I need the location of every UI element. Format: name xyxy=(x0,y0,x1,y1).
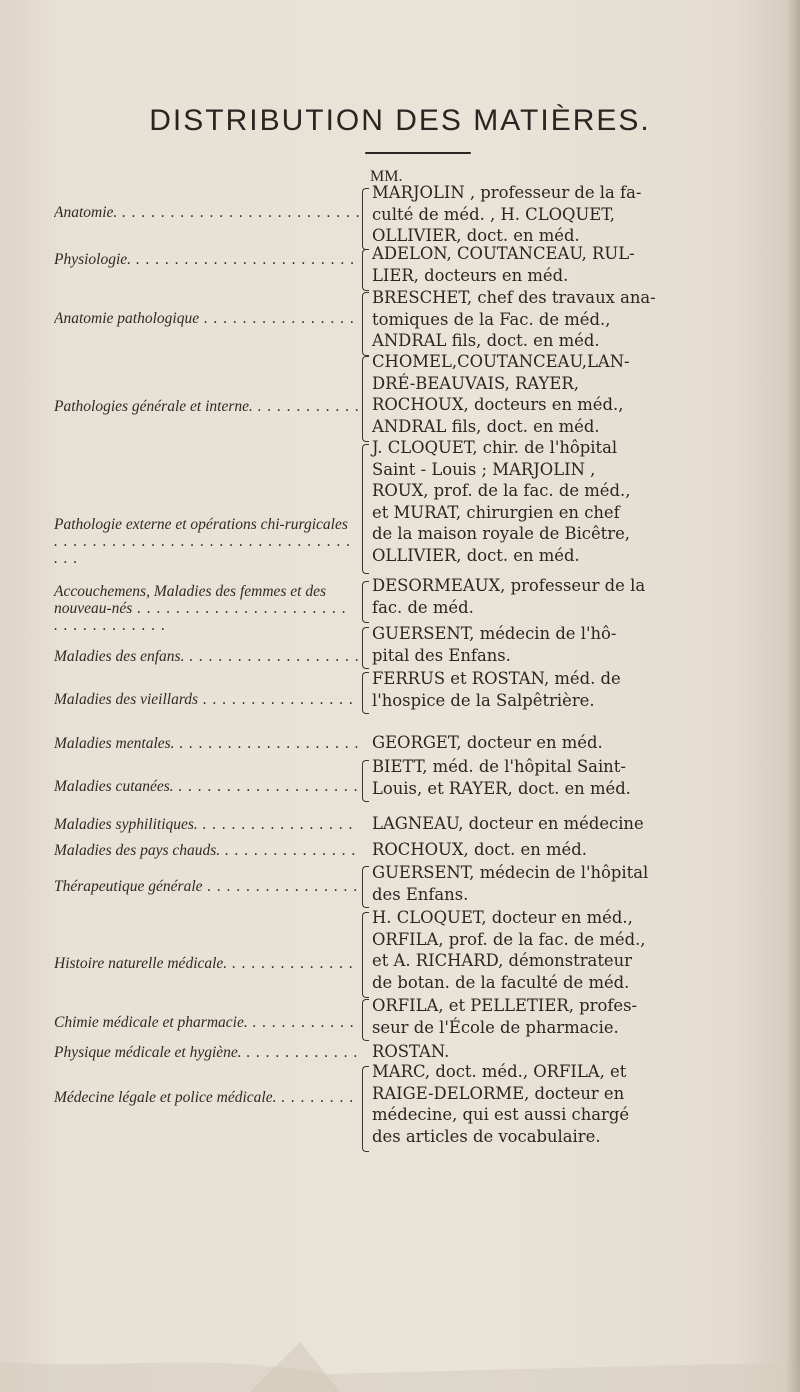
brace xyxy=(362,581,369,623)
authors-maladies-cutanees: BIETT, méd. de l'hôpital Saint- Louis, et RAYER, doct. en méd. xyxy=(372,757,631,798)
subject-histoire-naturelle: Histoire naturelle médicale. . . . xyxy=(54,955,359,972)
authors-histoire-naturelle: H. CLOQUET, docteur en méd., ORFILA, prof. de la fac. de méd., et A. RICHARD, démonstrateur de botan. de la faculté de méd. xyxy=(372,908,646,992)
brace xyxy=(362,912,369,998)
authors-pathologie-externe: J. CLOQUET, chir. de l'hôpital Saint - Louis ; MARJOLIN , ROUX, prof. de la fac. de méd., et MURAT, chirurgien en chef de la maison royale de Bicêtre, OLLIVIER, doct. en méd. xyxy=(372,438,631,565)
authors-maladies-enfans: GUERSENT, médecin de l'hô- pital des Enfans. xyxy=(372,624,617,665)
authors-physiologie: ADELON, COUTANCEAU, RUL- LIER, docteurs en méd. xyxy=(372,244,635,285)
authors-maladies-syphilitiques: LAGNEAU, docteur en médecine xyxy=(372,814,644,833)
brace xyxy=(362,249,369,291)
subject-physique-medicale: Physique médicale et hygiène. . . . xyxy=(54,1044,359,1061)
brace xyxy=(362,188,369,250)
authors-anatomie: MARJOLIN , professeur de la fa- culté de méd. , H. CLOQUET, OLLIVIER, doct. en méd. xyxy=(372,183,642,245)
authors-therapeutique: GUERSENT, médecin de l'hôpital des Enfans. xyxy=(372,863,649,904)
brace xyxy=(362,444,369,574)
brace xyxy=(362,1066,369,1152)
subject-accouchemens: Accouchemens, Maladies des femmes et des nouveau-nés . . . xyxy=(54,583,354,634)
authors-pathologies-generale: CHOMEL,COUTANCEAU,LAN- DRÉ-BEAUVAIS, RAYER, ROCHOUX, docteurs en méd., ANDRAL fils, doct. en méd. xyxy=(372,352,630,436)
subject-medecine-legale: Médecine légale et police médicale. . . . xyxy=(54,1089,359,1106)
subject-maladies-pays-chauds: Maladies des pays chauds. . . . xyxy=(54,842,359,859)
subject-pathologie-externe: Pathologie externe et opérations chi-rurgicales . . . xyxy=(54,516,354,567)
authors-maladies-mentales: GEORGET, docteur en méd. xyxy=(372,733,603,752)
subject-pathologies-generale: Pathologies générale et interne. . . . xyxy=(54,398,359,415)
brace xyxy=(362,627,369,669)
authors-maladies-pays-chauds: ROCHOUX, doct. en méd. xyxy=(372,840,587,859)
authors-physique-medicale: ROSTAN. xyxy=(372,1042,450,1061)
brace xyxy=(362,356,369,442)
authors-accouchemens: DESORMEAUX, professeur de la fac. de méd. xyxy=(372,576,646,617)
authors-chimie-medicale: ORFILA, et PELLETIER, profes- seur de l'École de pharmacie. xyxy=(372,996,638,1037)
page-title: DISTRIBUTION DES MATIÈRES. xyxy=(149,104,651,137)
brace xyxy=(362,672,369,714)
title-rule xyxy=(365,152,471,154)
subject-chimie-medicale: Chimie médicale et pharmacie. . . . xyxy=(54,1014,359,1031)
subject-maladies-syphilitiques: Maladies syphilitiques. . . . xyxy=(54,816,359,833)
subject-physiologie: Physiologie. . . . xyxy=(54,251,359,268)
authors-anatomie-pathologique: BRESCHET, chef des travaux ana- tomiques de la Fac. de méd., ANDRAL fils, doct. en méd. xyxy=(372,288,656,350)
brace xyxy=(362,999,369,1041)
brace xyxy=(362,760,369,802)
subject-anatomie: Anatomie. . . . xyxy=(54,204,359,221)
subject-maladies-cutanees: Maladies cutanées. . . . xyxy=(54,778,359,795)
subject-anatomie-pathologique: Anatomie pathologique . . . xyxy=(54,310,359,327)
subject-maladies-vieillards: Maladies des vieillards . . . xyxy=(54,691,359,708)
subject-maladies-enfans: Maladies des enfans. . . . xyxy=(54,648,359,665)
brace xyxy=(362,292,369,356)
brace xyxy=(362,866,369,908)
subject-therapeutique: Thérapeutique générale . . . xyxy=(54,878,359,895)
page-edge-shadow xyxy=(786,0,800,1392)
subject-maladies-mentales: Maladies mentales. . . . xyxy=(54,735,359,752)
page-fold-shading xyxy=(0,1322,800,1392)
authors-maladies-vieillards: FERRUS et ROSTAN, méd. de l'hospice de la Salpêtrière. xyxy=(372,669,621,710)
mm-heading: MM. xyxy=(370,168,403,185)
authors-medecine-legale: MARC, doct. méd., ORFILA, et RAIGE-DELORME, docteur en médecine, qui est aussi chargé des articles de vocabulaire. xyxy=(372,1062,630,1146)
